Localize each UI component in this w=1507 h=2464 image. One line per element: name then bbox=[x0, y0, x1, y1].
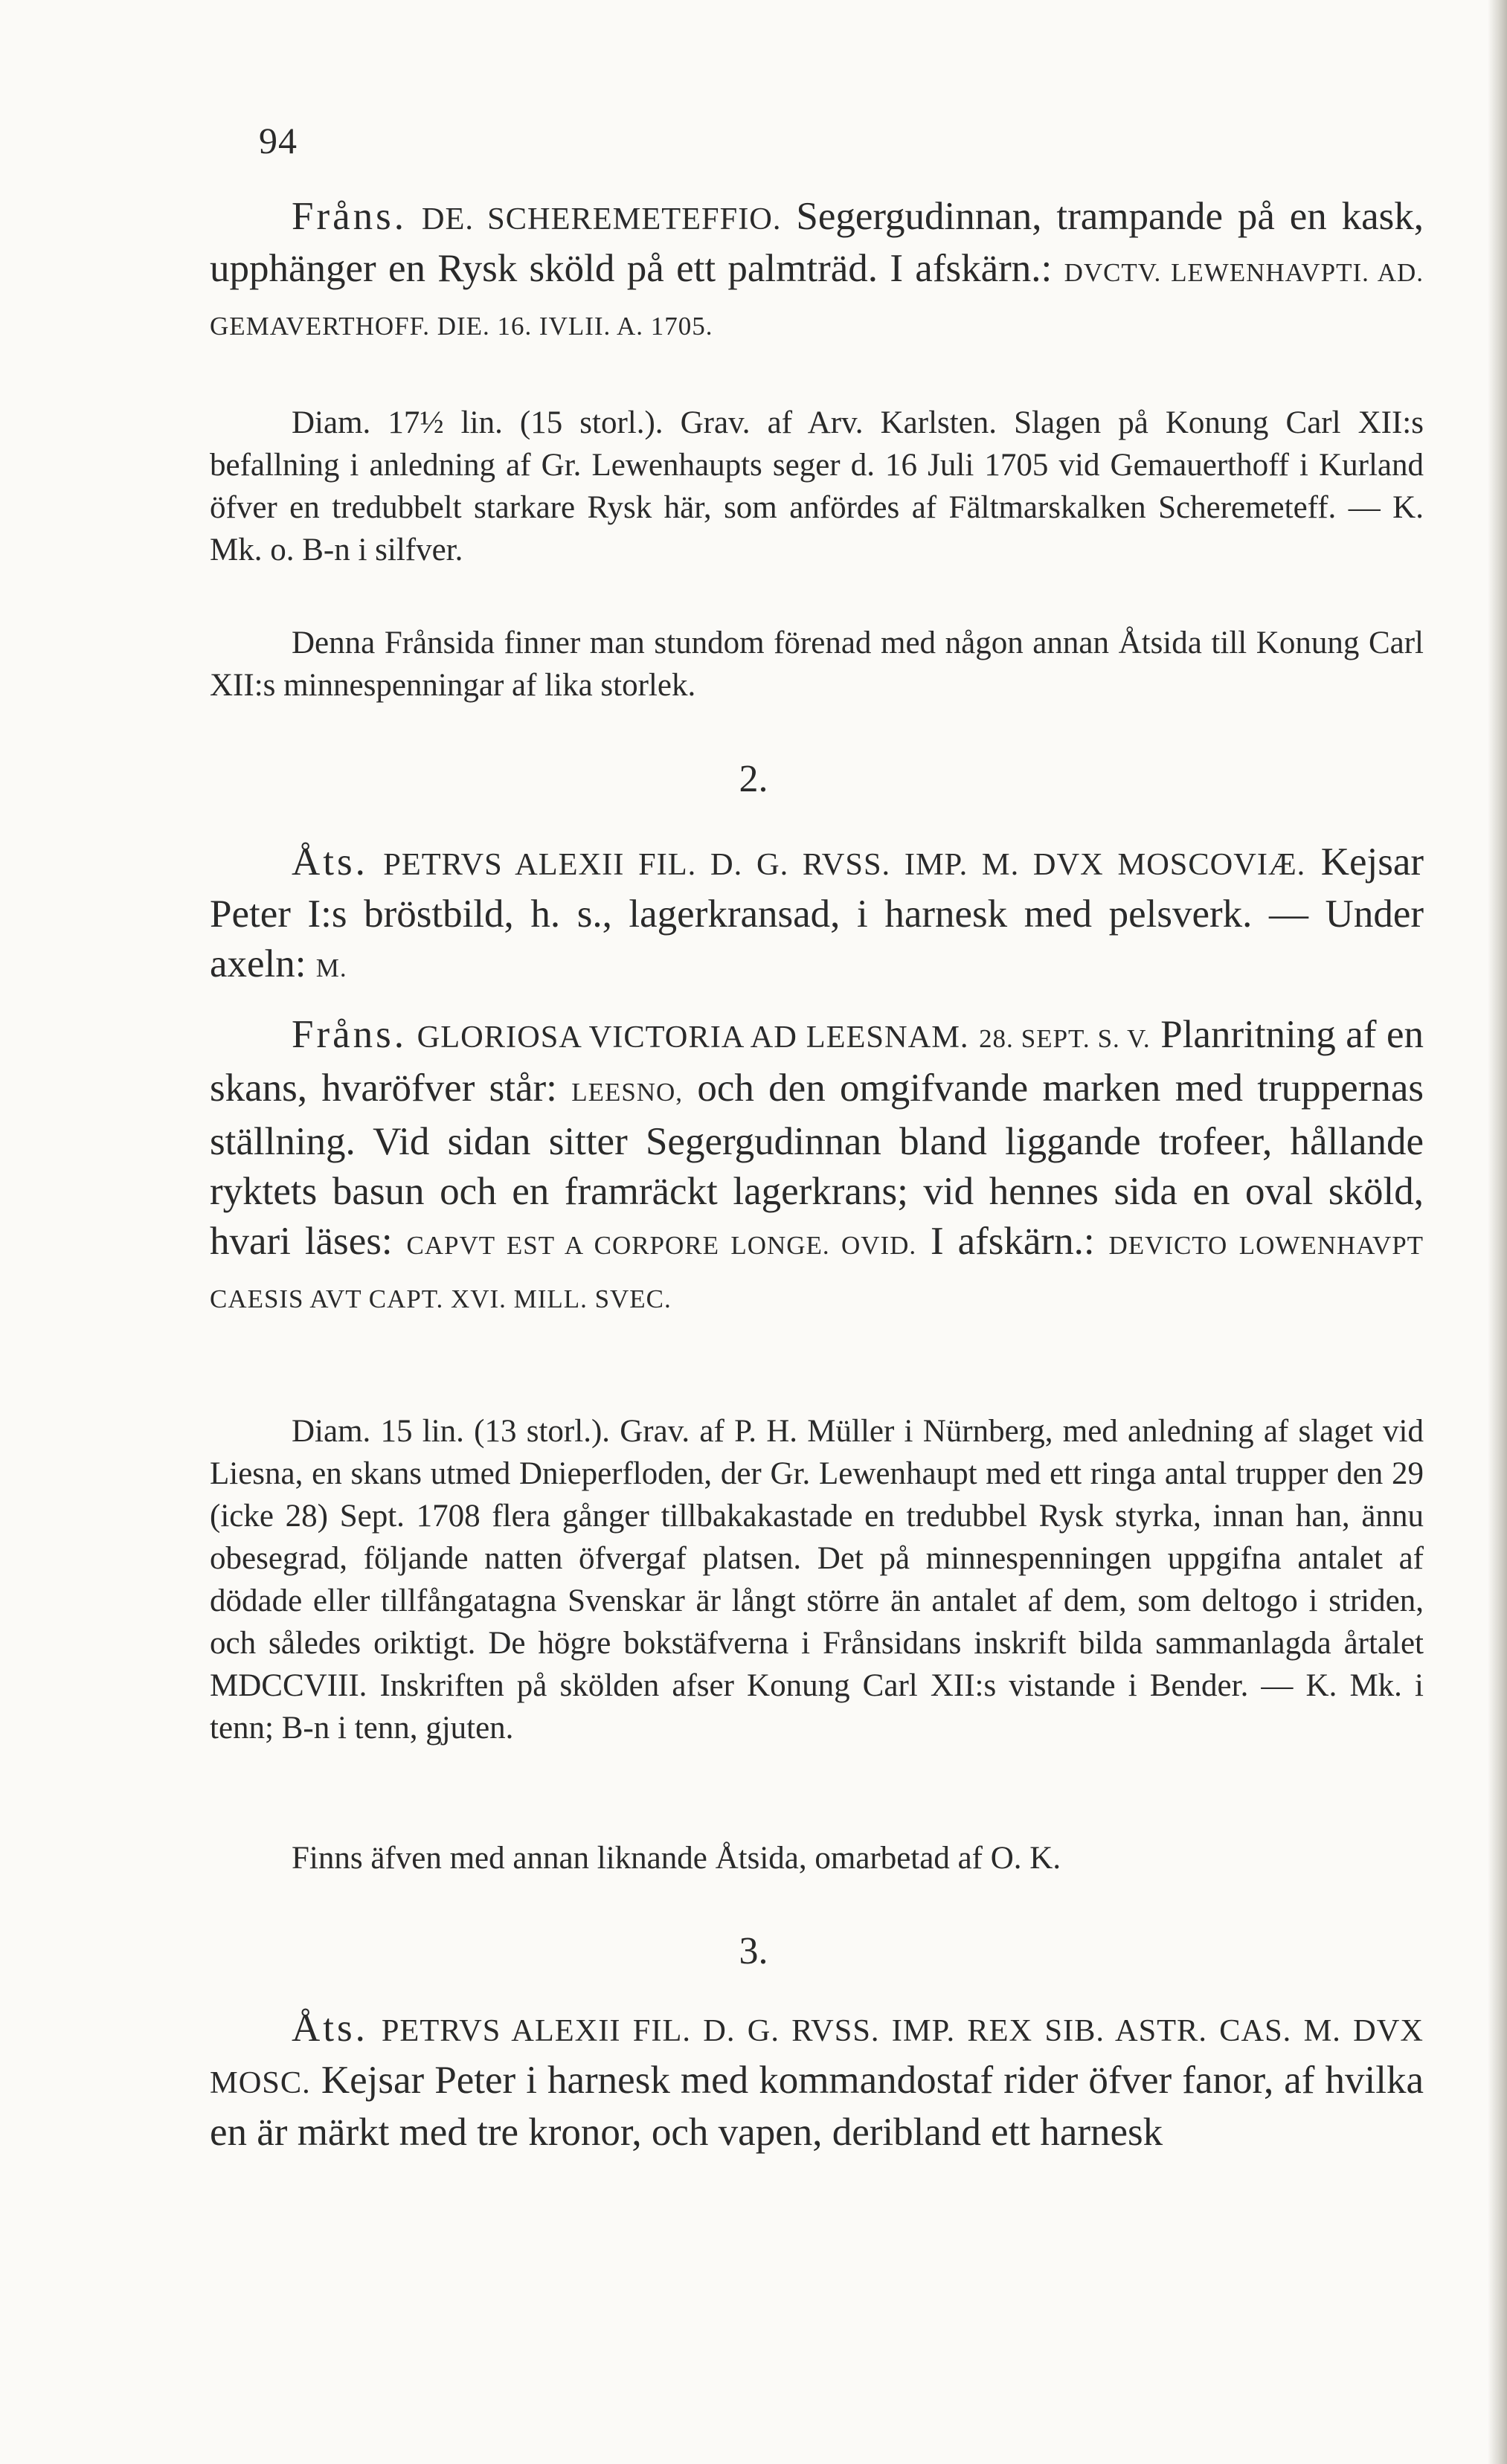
inscription: PETRVS ALEXII FIL. D. G. RVSS. IMP. REX SIB. ASTR. CAS. M. DVX MOSC. bbox=[210, 2013, 1424, 2100]
entry-2-notes bbox=[210, 1410, 1424, 1749]
date: 28. SEPT. S. V. bbox=[979, 1024, 1151, 1053]
inscription: GLORIOSA VICTORIA AD LEESNAM. bbox=[417, 1020, 969, 1055]
shield-inscription: CAPVT EST A CORPORE LONGE. OVID. bbox=[406, 1231, 917, 1260]
description: Segergudinnan, trampande på en kask, upphänger en Rysk sköld på ett palmträd. bbox=[210, 195, 1424, 290]
entry-1-remark bbox=[210, 622, 1424, 707]
inscription: PETRVS ALEXII FIL. D. G. RVSS. IMP. M. DVX MOSCOVIÆ. bbox=[383, 847, 1306, 882]
entry-2-number: 2. bbox=[739, 758, 768, 800]
entry-1-notes bbox=[210, 402, 1424, 571]
description-cont: och den omgifvande marken med truppernas ställning. Vid sidan sitter Segergudinnan bland liggande trofeer, hållande ryktets basun och en framräckt lagerkrans; vid hennes sida en oval sköld, hvari läses: bbox=[210, 1067, 1424, 1263]
afskarn-label: I afskärn.: bbox=[890, 247, 1053, 290]
entry-2-remark-text: Finns äfven med annan liknande Åtsida, omarbetad af O. K. bbox=[292, 1841, 1061, 1876]
åts-label: Åts. bbox=[292, 2007, 368, 2050]
page-edge-shadow bbox=[1488, 0, 1507, 2464]
afskarn-inscription: DVCTV. LEWENHAVPTI. AD. GEMAVERTHOFF. DIE. 16. IVLII. A. 1705. bbox=[210, 258, 1424, 341]
entry-1-remark-text: Denna Frånsida finner man stundom förenad med någon annan Åtsida till Konung Carl XII:s minnespenningar af lika storlek. bbox=[210, 625, 1424, 703]
entry-2-remark bbox=[210, 1837, 1424, 1879]
fråns-label: Fråns. bbox=[292, 195, 408, 238]
description: Kejsar Peter i harnesk med kommandostaf rider öfver fanor, af hvilka en är märkt med tre kronor, och vapen, deribland ett harnesk bbox=[210, 2059, 1424, 2154]
inscription: DE. SCHEREMETEFFIO. bbox=[421, 202, 782, 237]
description: Kejsar Peter I:s bröstbild, h. s., lagerkransad, i harnesk med pelsverk. — Under axeln: bbox=[210, 840, 1424, 985]
fråns-label: Fråns. bbox=[292, 1013, 408, 1056]
entry-3-number: 3. bbox=[739, 1930, 768, 1972]
leesno-text: LEESNO, bbox=[571, 1078, 684, 1107]
entry-3-obverse bbox=[210, 2004, 1424, 2158]
mark: M. bbox=[315, 953, 347, 982]
description: Planritning af en skans, hvaröfver står: bbox=[210, 1013, 1424, 1110]
entry-2-diameter-note: Diam. 15 lin. (13 storl.). Grav. af P. H. Müller i Nürnberg, med anledning af slaget vid Liesna, en skans utmed Dnieperfloden, der Gr. Lewenhaupt med ett ringa antal trupper den 29 (icke 28) Sept. 1708 flera gånger tillbakakastade en tredubbel Rysk styrka, innan han, ännu obesegrad, följande natten öfvergaf platsen. Det på minnespenningen uppgifna antalet af dödade eller tillfångatagna Svenskar är långt större än antalet af dem, som deltogo i striden, och således oriktigt. De högre bokstäfverna i Frånsidans inskrift bilda sammanlagda årtalet MDCCVIII. Inskriften på skölden afser Konung Carl XII:s vistande i Bender. — K. Mk. i tenn; B-n i tenn, gjuten. bbox=[210, 1414, 1424, 1746]
afskarn-label: I afskärn.: bbox=[931, 1220, 1095, 1263]
afskarn-inscription: DEVICTO LOWENHAVPT CAESIS AVT CAPT. XVI. MILL. SVEC. bbox=[210, 1231, 1424, 1313]
entry-2-reverse bbox=[210, 1010, 1424, 1324]
åts-label: Åts. bbox=[292, 840, 368, 884]
page-number: 94 bbox=[259, 120, 298, 161]
entry-1-diameter-note: Diam. 17½ lin. (15 storl.). Grav. af Arv. Karlsten. Slagen på Konung Carl XII:s befallning i anledning af Gr. Lewenhaupts seger d. 16 Juli 1705 vid Gemauerthoff i Kurland öfver en tredubbelt starkare Rysk här, som anfördes af Fältmarskalken Scheremeteff. — K. Mk. o. B-n i silfver. bbox=[210, 405, 1424, 567]
entry-2-obverse bbox=[210, 837, 1424, 993]
entry-1-reverse bbox=[210, 192, 1424, 351]
